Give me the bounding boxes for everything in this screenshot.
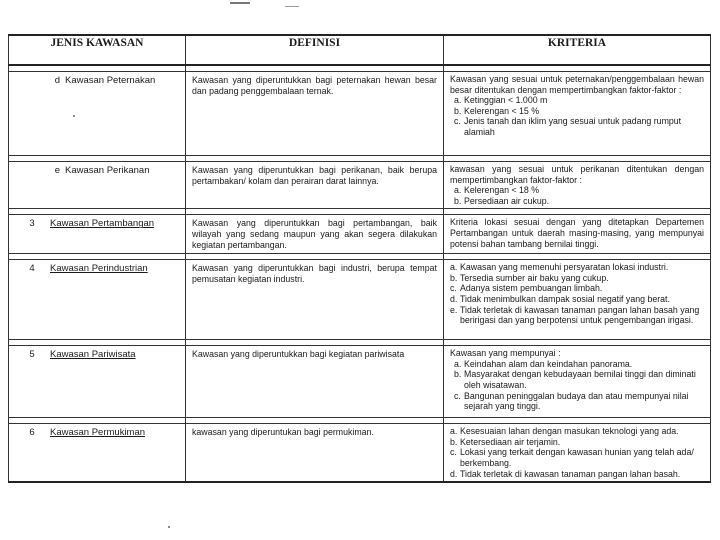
kriteria-item-marker: c. <box>450 283 457 294</box>
definisi-cell <box>186 346 444 418</box>
table-row <box>9 162 711 209</box>
kriteria-item-marker: c. <box>454 116 461 127</box>
table-body <box>9 65 711 482</box>
jenis-cell <box>9 162 186 209</box>
kriteria-item-text: Kelerengan < 15 % <box>464 105 540 116</box>
definisi-text: kawasan yang diperuntukan bagi permukiman. <box>192 427 374 438</box>
kriteria-item <box>450 447 704 468</box>
kriteria-item-text: Persediaan air cukup. <box>464 195 550 206</box>
kriteria-item-marker: a. <box>450 426 458 437</box>
table-row <box>9 346 711 418</box>
kriteria-intro: Kriteria lokasi sesuai dengan yang ditetapkan Departemen Pertambangan untuk daerah masing-masing, yang mempunyai potensi bahan tambang bernilai tinggi. <box>450 217 704 249</box>
kriteria-item-marker: a. <box>454 95 462 106</box>
definisi-cell <box>186 72 444 156</box>
kriteria-item-marker: a. <box>454 358 462 369</box>
jenis-cell <box>9 346 186 418</box>
table-row <box>9 260 711 340</box>
kriteria-item <box>450 437 704 448</box>
kriteria-cell <box>444 424 711 482</box>
kriteria-cell <box>444 162 711 209</box>
scan-speck <box>168 526 170 528</box>
kriteria-intro: kawasan yang sesuai untuk perikanan ditentukan dengan mempertimbangkan faktor-faktor : <box>450 164 704 185</box>
row-number: 3 <box>29 218 35 230</box>
kriteria-item-marker: b. <box>454 105 462 116</box>
kriteria-item-text: Lokasi yang terkait dengan kawasan hunian yang telah ada/ berkembang. <box>460 447 694 468</box>
kawasan-name: Kawasan Perikanan <box>65 165 150 176</box>
table-row <box>9 72 711 156</box>
kriteria-item <box>450 294 704 305</box>
jenis-cell <box>9 260 186 340</box>
kriteria-item <box>450 469 704 480</box>
header-jenis-kawasan: JENIS KAWASAN <box>9 35 186 65</box>
kriteria-item <box>450 369 704 390</box>
kriteria-item-text: Masyarakat dengan kebudayaan bernilai tinggi dan diminati oleh wisatawan. <box>464 369 696 390</box>
kriteria-item-marker: d. <box>450 293 458 304</box>
kriteria-intro: Kawasan yang sesuai untuk peternakan/penggembalaan hewan besar ditentukan dengan mempertimbangkan faktor-faktor : <box>450 74 704 95</box>
kriteria-item-text: Ketinggian < 1.000 m <box>464 95 548 106</box>
header-kriteria: KRITERIA <box>444 35 711 65</box>
kriteria-item-text: Kesesuaian lahan dengan masukan teknologi yang ada. <box>460 426 679 437</box>
scan-artifact <box>230 2 250 4</box>
definisi-text: Kawasan yang diperuntukkan bagi kegiatan pariwisata <box>192 349 405 360</box>
table-row <box>9 215 711 254</box>
row-number: 4 <box>29 263 35 275</box>
definisi-text: Kawasan yang diperuntukkan bagi peternakan hewan besar dan padang penggembalaan ternak. <box>192 75 437 96</box>
kriteria-item <box>450 426 704 437</box>
definisi-cell <box>186 215 444 254</box>
header-definisi: DEFINISI <box>186 35 444 65</box>
row-number: 5 <box>29 349 35 361</box>
kriteria-item <box>450 196 704 207</box>
row-number: e <box>54 165 60 176</box>
kawasan-name: Kawasan Peternakan <box>65 75 156 86</box>
scan-artifact <box>285 6 299 7</box>
kriteria-item-marker: b. <box>450 436 458 447</box>
kriteria-cell <box>444 72 711 156</box>
definisi-text: Kawasan yang diperuntukkan bagi industri, berupa tempat pemusatan kegiatan industri. <box>192 263 437 284</box>
kriteria-item-text: Jenis tanah dan iklim yang sesuai untuk padang rumput alamiah <box>464 116 682 137</box>
row-number: 6 <box>29 427 35 439</box>
kriteria-item-text: Bangunan peninggalan budaya dan atau mempunyai nilai sejarah yang tinggi. <box>464 390 689 412</box>
kriteria-item <box>450 106 704 117</box>
kriteria-item-marker: b. <box>454 195 462 206</box>
scan-speck <box>73 115 75 117</box>
kriteria-item-marker: a. <box>454 185 462 196</box>
kriteria-item-marker: c. <box>454 390 461 401</box>
table-row <box>9 424 711 482</box>
definisi-text: Kawasan yang diperuntukkan bagi perikanan, baik berupa pertambakan/ kolam dan perairan darat lainnya. <box>192 165 437 186</box>
table-header-row <box>9 35 711 65</box>
kriteria-item-text: Ketersediaan air terjamin. <box>460 436 561 447</box>
kriteria-item <box>450 283 704 294</box>
kriteria-item <box>450 95 704 106</box>
kawasan-name: Kawasan Pertambangan <box>50 218 155 230</box>
kriteria-item-marker: b. <box>450 272 458 283</box>
kriteria-item-text: Tidak terletak di kawasan tanaman pangan lahan basah. <box>460 468 681 479</box>
kriteria-item <box>450 273 704 284</box>
definisi-cell <box>186 260 444 340</box>
kawasan-name: Kawasan Perindustrian <box>50 263 148 275</box>
kriteria-item <box>450 391 704 412</box>
definisi-text: Kawasan yang diperuntukkan bagi pertambangan, baik wilayah yang sedang maupun yang akan segera dilakukan kegiatan pertambangan. <box>192 218 437 250</box>
kriteria-cell <box>444 260 711 340</box>
kawasan-name: Kawasan Pariwisata <box>50 349 136 361</box>
kriteria-item-marker: c. <box>450 447 457 458</box>
kriteria-item-text: Tidak menimbulkan dampak sosial negatif yang berat. <box>460 293 670 304</box>
kriteria-cell <box>444 215 711 254</box>
kriteria-item <box>450 262 704 273</box>
jenis-cell <box>9 215 186 254</box>
kriteria-item-text: Kawasan yang memenuhi persyaratan lokasi industri. <box>460 262 669 273</box>
kriteria-intro: Kawasan yang mempunyai : <box>450 348 561 359</box>
kriteria-item-marker: a. <box>450 262 458 273</box>
row-number: d <box>54 75 60 86</box>
kawasan-table <box>8 34 711 483</box>
kriteria-item <box>450 305 704 326</box>
jenis-cell <box>9 424 186 482</box>
kawasan-name: Kawasan Permukiman <box>50 427 146 439</box>
kriteria-item-text: Tidak terletak di kawasan tanaman pangan lahan basah yang beririgasi dan yang berpotensi untuk pengembangan irigasi. <box>460 304 700 326</box>
kriteria-cell <box>444 346 711 418</box>
kriteria-item-text: Keindahan alam dan keindahan panorama. <box>464 358 633 369</box>
kriteria-item <box>450 359 704 370</box>
kriteria-item-text: Adanya sistem pembuangan limbah. <box>460 283 603 294</box>
kriteria-item <box>450 116 704 137</box>
definisi-cell <box>186 424 444 482</box>
jenis-cell <box>9 72 186 156</box>
kriteria-item-text: Tersedia sumber air baku yang cukup. <box>460 272 609 283</box>
kriteria-item-text: Kelerengan < 18 % <box>464 185 540 196</box>
kriteria-item-marker: e. <box>450 304 458 315</box>
kriteria-item-marker: d. <box>450 468 458 479</box>
kriteria-item <box>450 185 704 196</box>
kriteria-item-marker: b. <box>454 369 462 380</box>
definisi-cell <box>186 162 444 209</box>
